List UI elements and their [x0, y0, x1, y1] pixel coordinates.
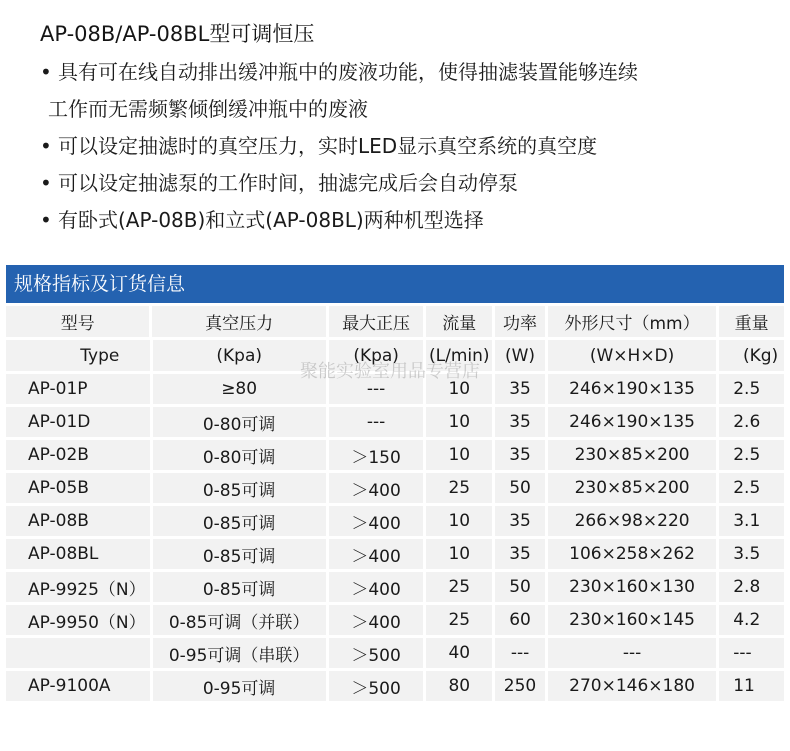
unit-cell-dimensions: (W×H×D) — [548, 340, 716, 371]
cell-dimensions: 270×146×180 — [548, 671, 716, 701]
header-cell-dimensions: 外形尺寸（mm） — [548, 306, 716, 337]
bullet-icon: • — [40, 171, 52, 195]
spec-banner: 规格指标及订货信息 — [6, 265, 784, 303]
feature-text: 可以设定抽滤泵的工作时间，抽滤完成后会自动停泵 — [58, 171, 518, 195]
cell-flow: 25 — [426, 605, 492, 635]
cell-weight: 2.8 — [719, 572, 784, 602]
header-cell-type: 型号 — [6, 306, 149, 337]
cell-max-pressure: ＞400 — [329, 572, 424, 602]
table-row — [6, 572, 784, 605]
table-row — [6, 473, 784, 506]
feature-item — [40, 54, 780, 91]
unit-cell-weight: (Kg) — [719, 340, 784, 371]
cell-power: 50 — [495, 473, 545, 503]
intro-section — [40, 18, 780, 239]
cell-flow: 10 — [426, 506, 492, 536]
feature-item — [40, 165, 780, 202]
feature-continuation — [40, 91, 780, 128]
table-row — [6, 638, 784, 671]
unit-cell-max-pressure: (Kpa) — [329, 340, 424, 371]
cell-power: 35 — [495, 440, 545, 470]
spec-table — [6, 306, 784, 704]
table-row — [6, 407, 784, 440]
cell-power: 35 — [495, 506, 545, 536]
cell-flow: 80 — [426, 671, 492, 701]
cell-dimensions: 230×160×130 — [548, 572, 716, 602]
cell-flow: 10 — [426, 407, 492, 437]
cell-vacuum: 0-80可调 — [153, 407, 326, 437]
cell-power: 50 — [495, 572, 545, 602]
table-header-row — [6, 306, 784, 340]
cell-max-pressure: ＞400 — [329, 605, 424, 635]
cell-vacuum: 0-85可调 — [153, 572, 326, 602]
cell-power: --- — [495, 638, 545, 668]
cell-max-pressure: --- — [329, 374, 424, 404]
cell-type: AP-08B — [6, 506, 150, 536]
header-cell-max-pressure: 最大正压 — [329, 306, 424, 337]
cell-vacuum: 0-85可调 — [153, 539, 326, 569]
table-unit-row — [6, 340, 784, 374]
table-row — [6, 539, 784, 572]
cell-vacuum: 0-85可调 — [153, 506, 326, 536]
cell-flow: 25 — [426, 572, 492, 602]
header-cell-power: 功率 — [495, 306, 545, 337]
header-cell-flow: 流量 — [426, 306, 492, 337]
watermark: 聚能实验室用品专营店 — [300, 361, 480, 382]
unit-cell-power: (W) — [495, 340, 545, 371]
feature-item — [40, 202, 780, 239]
header-cell-weight: 重量 — [719, 306, 784, 337]
cell-weight: 11 — [719, 671, 784, 701]
cell-type — [6, 638, 150, 668]
cell-dimensions: 230×85×200 — [548, 440, 716, 470]
cell-weight: 3.5 — [719, 539, 784, 569]
cell-weight: 3.1 — [719, 506, 784, 536]
cell-dimensions: 230×85×200 — [548, 473, 716, 503]
cell-type: AP-01P — [6, 374, 150, 404]
cell-power: 60 — [495, 605, 545, 635]
cell-dimensions: 106×258×262 — [548, 539, 716, 569]
table-row — [6, 506, 784, 539]
cell-power: 35 — [495, 407, 545, 437]
cell-dimensions: 246×190×135 — [548, 407, 716, 437]
cell-max-pressure: --- — [329, 407, 424, 437]
cell-type: AP-08BL — [6, 539, 150, 569]
cell-vacuum: 0-80可调 — [153, 440, 326, 470]
feature-text: 工作而无需频繁倾倒缓冲瓶中的废液 — [48, 97, 368, 121]
feature-text: 具有可在线自动排出缓冲瓶中的废液功能，使得抽滤装置能够连续 — [58, 60, 638, 84]
unit-cell-vacuum: (Kpa) — [153, 340, 326, 371]
cell-vacuum: 0-85可调 — [153, 473, 326, 503]
cell-max-pressure: ＞500 — [329, 671, 424, 701]
bullet-icon: • — [40, 134, 52, 158]
cell-type: AP-9950（N） — [6, 605, 150, 635]
cell-dimensions: 246×190×135 — [548, 374, 716, 404]
cell-weight: 2.5 — [719, 440, 784, 470]
cell-type: AP-02B — [6, 440, 150, 470]
cell-flow: 10 — [426, 539, 492, 569]
table-row — [6, 605, 784, 638]
unit-cell-flow: (L/min) — [426, 340, 492, 371]
cell-type: AP-9925（N） — [6, 572, 150, 602]
bullet-icon: • — [40, 208, 52, 232]
cell-dimensions: 230×160×145 — [548, 605, 716, 635]
cell-power: 35 — [495, 539, 545, 569]
cell-type: AP-9100A — [6, 671, 150, 701]
cell-power: 35 — [495, 374, 545, 404]
unit-cell-type: Type — [6, 340, 150, 371]
cell-dimensions: 266×98×220 — [548, 506, 716, 536]
cell-max-pressure: ＞400 — [329, 506, 424, 536]
cell-flow: 10 — [426, 440, 492, 470]
cell-vacuum: 0-85可调（并联） — [153, 605, 326, 635]
cell-dimensions: --- — [548, 638, 716, 668]
cell-weight: 2.5 — [719, 374, 784, 404]
table-row — [6, 671, 784, 704]
cell-flow: 25 — [426, 473, 492, 503]
cell-power: 250 — [495, 671, 545, 701]
table-body — [6, 374, 784, 704]
cell-type: AP-05B — [6, 473, 150, 503]
cell-weight: 2.6 — [719, 407, 784, 437]
cell-max-pressure: ＞400 — [329, 539, 424, 569]
cell-flow: 40 — [426, 638, 492, 668]
product-title: AP-08B/AP-08BL型可调恒压 — [40, 22, 315, 46]
cell-flow: 10 — [426, 374, 492, 404]
cell-vacuum: 0-95可调（串联） — [153, 638, 326, 668]
header-cell-vacuum: 真空压力 — [152, 306, 325, 337]
feature-item — [40, 128, 780, 165]
cell-type: AP-01D — [6, 407, 150, 437]
cell-weight: --- — [719, 638, 784, 668]
cell-vacuum: ≥80 — [153, 374, 326, 404]
cell-max-pressure: ＞500 — [329, 638, 424, 668]
feature-text: 有卧式(AP-08B)和立式(AP-08BL)两种机型选择 — [58, 208, 484, 232]
table-row — [6, 374, 784, 407]
feature-text: 可以设定抽滤时的真空压力，实时LED显示真空系统的真空度 — [58, 134, 598, 158]
cell-max-pressure: ＞150 — [329, 440, 424, 470]
cell-vacuum: 0-95可调 — [153, 671, 326, 701]
cell-max-pressure: ＞400 — [329, 473, 424, 503]
cell-weight: 4.2 — [719, 605, 784, 635]
cell-weight: 2.5 — [719, 473, 784, 503]
table-row — [6, 440, 784, 473]
bullet-icon: • — [40, 60, 52, 84]
